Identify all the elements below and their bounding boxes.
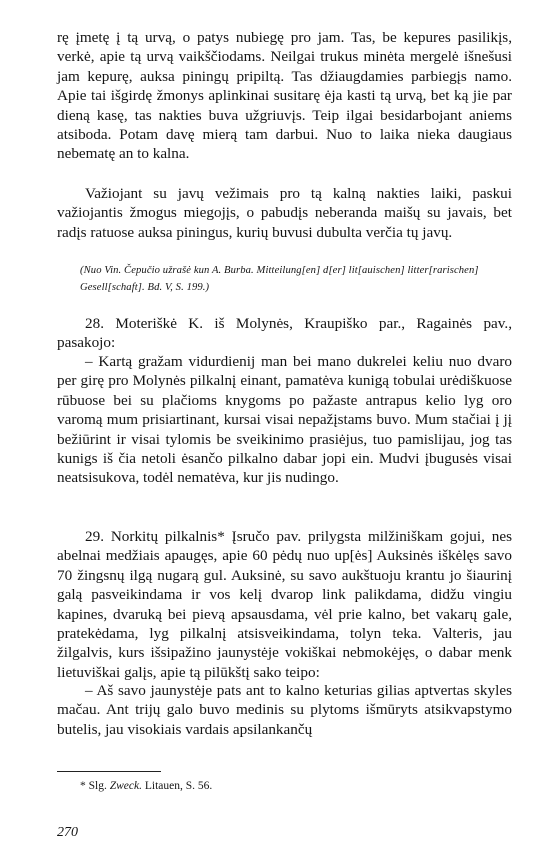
footnote-divider [57, 771, 161, 772]
page-number: 270 [57, 825, 78, 840]
paragraph-story-29-body: 29. Norkitų pilkalnis* Įsručo pav. prilygsta milžiniškam gojui, nes abelnai medžiais apaugęs, apie 60 pėdų nuo up[ės] Auksinės iškėlęs savo 70 žingsnų ilgą nugarą gul. Auksinė, su savo aukštuoju krantu jo šiaurinį galą pasveikindama ir vos kelį dvarop link palikdama, didžu vingiu kapines, dvaruką bei pievą apsausdama, vėl prie kalno, bet vakarų gale, pratekėdama, lyg pilkalnį atsisveikindama, tolyn teka. Valteris, jau žilgalvis, kurs išsipažino jaunystėje vokiškai nebmokėjęs, o dabar menk lietuviškai galįs, apie tą pilūkštį sako teipo: [57, 528, 512, 681]
paragraph-legend-continuation: rę įmetę į tą urvą, o patys nubiegę pro jam. Tas, be kepures pasilikįs, verkė, apie tą urvą vaikščiodams. Neilgai trukus minėta mergelė išnešusi jam kepurę, auksa piningų pripiltą. Tas džiaugdamies parbiegįs namo. Apie tai išgirdę žmonys aplinkinai susitarę ėja kasti tą urvą, bet ką jie par dieną kasę, tas nakties buva užgriuvįs. Teip ilgai besidarbojant aniems atsiboda. Potam davę mierą tam darbui. Nuo to laika nieka daugiaus nebematę an to kalna. [57, 29, 512, 163]
footnote-marker: * Slg. [80, 780, 107, 792]
paragraph-story-28-body: – Kartą gražam vidurdienij man bei mano dukrelei keliu nuo dvaro per girę pro Molynės pilkalnį einant, pamatėva kunigą tobulai urėdiškuose rūbuose bei su plačioms knygoms po pažaste antrapus kelio lyg oro varomą mum prisiartinant, kursai visai nepažįstams buvo. Mum stačiai į jį bežiūrint ir visai tylomis be sveikinimo prasiėjus, tuo pamislijau, jog tas kunigs iš čia netoli ėsančo pilkalno dabar jopi ein. Mudvi įbugusės visai neatsisukova, todėl nematėva, kur jis nudingo. [57, 353, 512, 487]
footnote-citation: Litauen, S. 56. [144, 780, 213, 792]
source-reference: (Nuo Vin. Čepučio užrašė kun A. Burba. Mitteilung[en] d[er] lit[auischen] litter[rarischen] Gesell[schaft]. Bd. V, S. 199.) [80, 265, 479, 293]
paragraph-grain-cart: Važiojant su javų vežimais pro tą kalną nakties laiki, paskui važiojantis žmogus miegojįs, o pabudįs neberanda maišų su javais, bet radįs ratuose auksa piningus, kurių buvusi dubulta verčia tų javų. [57, 185, 512, 241]
footnote-work-title: Zweck. [109, 780, 142, 792]
paragraph-story-29-quote: – Aš savo jaunystėje pats ant to kalno keturias gilias aptvertas skyles mačau. Ant trijų galo buvo medinis su plytoms išmūryts atsikvapstymo butelis, jau visokiais vardais apsilankančų [57, 682, 512, 738]
footnote [80, 779, 212, 794]
paragraph-story-28-heading: 28. Moteriškė K. iš Molynės, Kraupiško par., Ragainės pav., pasakojo: [57, 315, 512, 352]
